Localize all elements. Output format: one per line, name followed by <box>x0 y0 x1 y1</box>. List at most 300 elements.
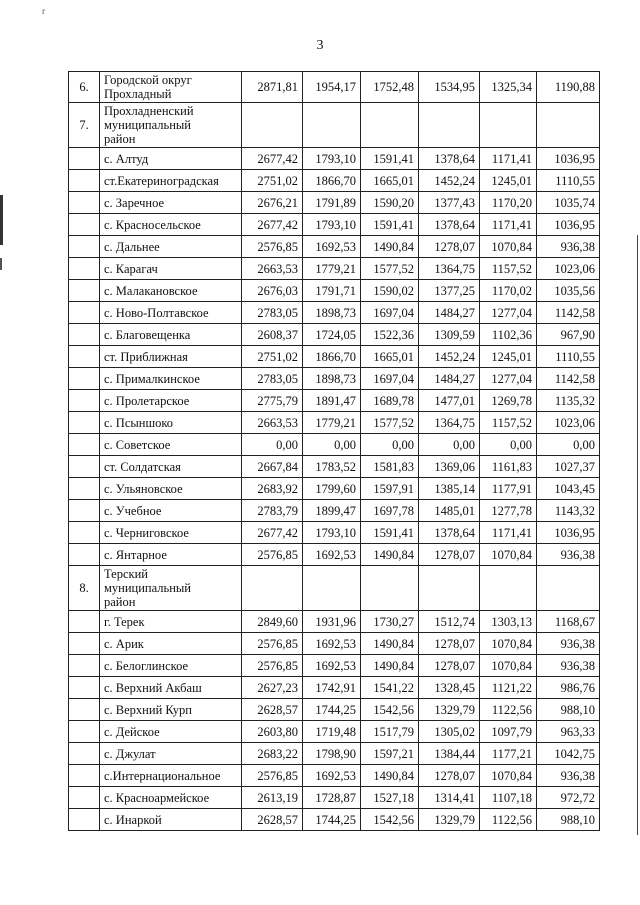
district-name-line: район <box>104 132 136 146</box>
tariff-value: 1793,10 <box>303 522 361 544</box>
tariff-value: 2676,21 <box>242 192 303 214</box>
row-number <box>69 765 100 787</box>
tariff-value: 1779,21 <box>303 258 361 280</box>
tariff-value: 1278,07 <box>419 544 480 566</box>
settlement-row <box>69 743 600 765</box>
tariff-value: 1177,91 <box>480 478 537 500</box>
tariff-value: 963,33 <box>537 721 600 743</box>
tariff-value: 2576,85 <box>242 765 303 787</box>
tariff-value: 1490,84 <box>361 655 419 677</box>
district-header-row <box>69 103 600 148</box>
tariff-value: 1791,89 <box>303 192 361 214</box>
tariff-value: 1143,32 <box>537 500 600 522</box>
tariff-value <box>419 566 480 611</box>
row-number <box>69 390 100 412</box>
tariff-value: 1452,24 <box>419 170 480 192</box>
tariff-value: 1121,22 <box>480 677 537 699</box>
district-header-row <box>69 72 600 103</box>
tariff-value: 2677,42 <box>242 214 303 236</box>
tariff-value: 2751,02 <box>242 346 303 368</box>
tariff-value: 1898,73 <box>303 368 361 390</box>
settlement-name: с. Верхний Курп <box>100 699 242 721</box>
tariff-table <box>68 71 600 831</box>
tariff-value: 1742,91 <box>303 677 361 699</box>
settlement-name: г. Терек <box>100 611 242 633</box>
tariff-value: 1278,07 <box>419 633 480 655</box>
tariff-value: 936,38 <box>537 633 600 655</box>
tariff-value: 1070,84 <box>480 236 537 258</box>
settlement-row <box>69 148 600 170</box>
tariff-value: 1023,06 <box>537 412 600 434</box>
tariff-value: 936,38 <box>537 655 600 677</box>
district-name-line: муниципальный <box>104 581 191 595</box>
settlement-row <box>69 721 600 743</box>
tariff-value: 1035,74 <box>537 192 600 214</box>
tariff-value: 1110,55 <box>537 346 600 368</box>
tariff-value: 1385,14 <box>419 478 480 500</box>
tariff-value: 1042,75 <box>537 743 600 765</box>
tariff-value: 1581,83 <box>361 456 419 478</box>
tariff-value: 1170,02 <box>480 280 537 302</box>
tariff-value: 1954,17 <box>303 72 361 103</box>
tariff-value: 2849,60 <box>242 611 303 633</box>
row-number <box>69 324 100 346</box>
tariff-value: 1591,41 <box>361 148 419 170</box>
settlement-name: с. Ульяновское <box>100 478 242 500</box>
tariff-value: 1036,95 <box>537 522 600 544</box>
row-number <box>69 456 100 478</box>
row-number: 7. <box>69 103 100 148</box>
settlement-name: с. Благовещенка <box>100 324 242 346</box>
tariff-value: 1542,56 <box>361 699 419 721</box>
tariff-value: 1378,64 <box>419 522 480 544</box>
tariff-value: 1168,67 <box>537 611 600 633</box>
tariff-value: 1035,56 <box>537 280 600 302</box>
row-number <box>69 544 100 566</box>
tariff-value: 1527,18 <box>361 787 419 809</box>
tariff-value: 0,00 <box>537 434 600 456</box>
tariff-value: 988,10 <box>537 809 600 831</box>
tariff-value: 1522,36 <box>361 324 419 346</box>
scan-edge-mark <box>0 195 3 245</box>
settlement-name: с. Алтуд <box>100 148 242 170</box>
settlement-name: с. Красносельское <box>100 214 242 236</box>
district-name <box>100 72 242 103</box>
tariff-value: 1692,53 <box>303 544 361 566</box>
settlement-row <box>69 170 600 192</box>
tariff-value: 1170,20 <box>480 192 537 214</box>
tariff-value: 988,10 <box>537 699 600 721</box>
tariff-value: 1590,20 <box>361 192 419 214</box>
tariff-value: 936,38 <box>537 544 600 566</box>
tariff-value: 1070,84 <box>480 765 537 787</box>
row-number: 6. <box>69 72 100 103</box>
row-number <box>69 236 100 258</box>
tariff-value: 1177,21 <box>480 743 537 765</box>
tariff-value <box>242 566 303 611</box>
tariff-value <box>537 566 600 611</box>
tariff-value: 2871,81 <box>242 72 303 103</box>
tariff-value: 1692,53 <box>303 633 361 655</box>
tariff-value: 1070,84 <box>480 633 537 655</box>
district-name-line: Прохладный <box>104 87 172 101</box>
page-number: 3 <box>316 38 324 53</box>
district-name-line: муниципальный <box>104 118 191 132</box>
settlement-name: с. Янтарное <box>100 544 242 566</box>
tariff-value: 1378,64 <box>419 148 480 170</box>
settlement-row <box>69 765 600 787</box>
tariff-value <box>480 566 537 611</box>
tariff-value: 2613,19 <box>242 787 303 809</box>
tariff-value: 1891,47 <box>303 390 361 412</box>
settlement-name: с. Советское <box>100 434 242 456</box>
row-number <box>69 699 100 721</box>
tariff-value: 1070,84 <box>480 544 537 566</box>
tariff-value: 1866,70 <box>303 346 361 368</box>
tariff-value <box>480 103 537 148</box>
tariff-value: 1135,32 <box>537 390 600 412</box>
tariff-value: 2683,22 <box>242 743 303 765</box>
row-number <box>69 258 100 280</box>
tariff-value: 1107,18 <box>480 787 537 809</box>
tariff-value: 1697,04 <box>361 302 419 324</box>
tariff-value: 2783,05 <box>242 302 303 324</box>
row-number <box>69 148 100 170</box>
tariff-value: 1171,41 <box>480 522 537 544</box>
tariff-value: 1142,58 <box>537 302 600 324</box>
row-number <box>69 478 100 500</box>
settlement-name: с. Черниговское <box>100 522 242 544</box>
tariff-value: 1590,02 <box>361 280 419 302</box>
tariff-value: 1305,02 <box>419 721 480 743</box>
tariff-value: 1036,95 <box>537 148 600 170</box>
tariff-value: 1665,01 <box>361 170 419 192</box>
tariff-value: 2775,79 <box>242 390 303 412</box>
row-number <box>69 170 100 192</box>
tariff-value: 2576,85 <box>242 236 303 258</box>
tariff-value: 1793,10 <box>303 148 361 170</box>
tariff-value: 1517,79 <box>361 721 419 743</box>
tariff-value: 1452,24 <box>419 346 480 368</box>
row-number <box>69 412 100 434</box>
tariff-value: 1329,79 <box>419 699 480 721</box>
tariff-value: 1027,37 <box>537 456 600 478</box>
tariff-value: 1577,52 <box>361 258 419 280</box>
tariff-value: 1490,84 <box>361 544 419 566</box>
district-name <box>100 566 242 611</box>
tariff-value: 2576,85 <box>242 655 303 677</box>
tariff-value: 1377,43 <box>419 192 480 214</box>
tariff-value: 1364,75 <box>419 412 480 434</box>
tariff-value: 2783,79 <box>242 500 303 522</box>
row-number <box>69 302 100 324</box>
tariff-value: 1793,10 <box>303 214 361 236</box>
tariff-value: 1023,06 <box>537 258 600 280</box>
scan-edge-mark <box>0 258 2 270</box>
tariff-value: 1692,53 <box>303 655 361 677</box>
tariff-value: 1190,88 <box>537 72 600 103</box>
settlement-row <box>69 500 600 522</box>
tariff-value: 1377,25 <box>419 280 480 302</box>
tariff-value: 1314,41 <box>419 787 480 809</box>
tariff-value: 1779,21 <box>303 412 361 434</box>
tariff-value: 1577,52 <box>361 412 419 434</box>
tariff-value: 1122,56 <box>480 699 537 721</box>
tariff-value: 2576,85 <box>242 544 303 566</box>
settlement-row <box>69 390 600 412</box>
settlement-name: с. Учебное <box>100 500 242 522</box>
row-number: 8. <box>69 566 100 611</box>
tariff-value: 1534,95 <box>419 72 480 103</box>
tariff-value: 1697,78 <box>361 500 419 522</box>
tariff-value: 1490,84 <box>361 765 419 787</box>
tariff-value: 2667,84 <box>242 456 303 478</box>
tariff-value: 0,00 <box>303 434 361 456</box>
tariff-value <box>242 103 303 148</box>
tariff-value: 1484,27 <box>419 368 480 390</box>
settlement-row <box>69 302 600 324</box>
tariff-value: 1744,25 <box>303 809 361 831</box>
tariff-value: 2677,42 <box>242 148 303 170</box>
tariff-value: 1541,22 <box>361 677 419 699</box>
tariff-value: 1728,87 <box>303 787 361 809</box>
row-number <box>69 500 100 522</box>
settlement-row <box>69 787 600 809</box>
tariff-value: 1378,64 <box>419 214 480 236</box>
settlement-row <box>69 544 600 566</box>
tariff-value: 1783,52 <box>303 456 361 478</box>
tariff-value: 1036,95 <box>537 214 600 236</box>
tariff-value: 936,38 <box>537 765 600 787</box>
tariff-value: 1171,41 <box>480 148 537 170</box>
tariff-value: 1303,13 <box>480 611 537 633</box>
tariff-value: 1931,96 <box>303 611 361 633</box>
row-number <box>69 787 100 809</box>
tariff-value: 1799,60 <box>303 478 361 500</box>
settlement-name: с. Заречное <box>100 192 242 214</box>
district-name-line: Городской округ <box>104 73 192 87</box>
tariff-value: 1142,58 <box>537 368 600 390</box>
tariff-value: 1325,34 <box>480 72 537 103</box>
settlement-row <box>69 611 600 633</box>
settlement-row <box>69 809 600 831</box>
settlement-row <box>69 655 600 677</box>
row-number <box>69 721 100 743</box>
tariff-value: 1157,52 <box>480 258 537 280</box>
settlement-name: с. Арик <box>100 633 242 655</box>
settlement-row <box>69 699 600 721</box>
tariff-value: 1102,36 <box>480 324 537 346</box>
settlement-name: с. Дейское <box>100 721 242 743</box>
tariff-value: 1485,01 <box>419 500 480 522</box>
tariff-value: 1899,47 <box>303 500 361 522</box>
row-number <box>69 655 100 677</box>
tariff-value: 1898,73 <box>303 302 361 324</box>
tariff-value: 1477,01 <box>419 390 480 412</box>
tariff-value: 1665,01 <box>361 346 419 368</box>
tariff-value: 936,38 <box>537 236 600 258</box>
tariff-value: 1744,25 <box>303 699 361 721</box>
tariff-value: 0,00 <box>419 434 480 456</box>
tariff-value: 1689,78 <box>361 390 419 412</box>
settlement-row <box>69 368 600 390</box>
tariff-value: 1157,52 <box>480 412 537 434</box>
tariff-value: 1122,56 <box>480 809 537 831</box>
tariff-value: 1309,59 <box>419 324 480 346</box>
tariff-value <box>303 103 361 148</box>
tariff-value <box>361 566 419 611</box>
tariff-value: 1277,78 <box>480 500 537 522</box>
settlement-name: с. Верхний Акбаш <box>100 677 242 699</box>
settlement-name: с. Красноармейское <box>100 787 242 809</box>
settlement-name: с. Джулат <box>100 743 242 765</box>
scan-edge-line <box>637 235 638 835</box>
tariff-value: 0,00 <box>242 434 303 456</box>
settlement-name: с. Малакановское <box>100 280 242 302</box>
tariff-value: 972,72 <box>537 787 600 809</box>
tariff-value: 1161,83 <box>480 456 537 478</box>
settlement-row <box>69 677 600 699</box>
settlement-row <box>69 192 600 214</box>
district-name <box>100 103 242 148</box>
tariff-value: 2576,85 <box>242 633 303 655</box>
settlement-row <box>69 456 600 478</box>
tariff-value: 0,00 <box>480 434 537 456</box>
tariff-value: 1171,41 <box>480 214 537 236</box>
tariff-value: 1269,78 <box>480 390 537 412</box>
tariff-value: 2677,42 <box>242 522 303 544</box>
settlement-row <box>69 522 600 544</box>
settlement-name: с. Пролетарское <box>100 390 242 412</box>
settlement-name: с. Ново-Полтавское <box>100 302 242 324</box>
row-number <box>69 280 100 302</box>
corner-mark: r <box>42 6 45 16</box>
tariff-value: 1730,27 <box>361 611 419 633</box>
settlement-name: с. Дальнее <box>100 236 242 258</box>
row-number <box>69 192 100 214</box>
settlement-name: ст. Солдатская <box>100 456 242 478</box>
settlement-name: с. Белоглинское <box>100 655 242 677</box>
row-number <box>69 633 100 655</box>
tariff-value: 2683,92 <box>242 478 303 500</box>
tariff-value: 1791,71 <box>303 280 361 302</box>
tariff-value: 2628,57 <box>242 809 303 831</box>
row-number <box>69 743 100 765</box>
row-number <box>69 522 100 544</box>
row-number <box>69 368 100 390</box>
tariff-value: 1591,41 <box>361 522 419 544</box>
row-number <box>69 434 100 456</box>
tariff-value <box>361 103 419 148</box>
tariff-value: 0,00 <box>361 434 419 456</box>
tariff-value: 1043,45 <box>537 478 600 500</box>
settlement-row <box>69 478 600 500</box>
tariff-value: 1245,01 <box>480 346 537 368</box>
tariff-value: 1798,90 <box>303 743 361 765</box>
settlement-row <box>69 633 600 655</box>
row-number <box>69 214 100 236</box>
settlement-row <box>69 412 600 434</box>
tariff-value: 1384,44 <box>419 743 480 765</box>
settlement-name: ст. Приближная <box>100 346 242 368</box>
settlement-name: ст.Екатериноградская <box>100 170 242 192</box>
row-number <box>69 611 100 633</box>
tariff-value: 1097,79 <box>480 721 537 743</box>
settlement-name: с. Псыншоко <box>100 412 242 434</box>
tariff-value: 1329,79 <box>419 809 480 831</box>
tariff-value: 2663,53 <box>242 258 303 280</box>
district-name-line: Прохладненский <box>104 104 194 118</box>
tariff-value: 1866,70 <box>303 170 361 192</box>
row-number <box>69 677 100 699</box>
tariff-value: 1597,21 <box>361 743 419 765</box>
tariff-value: 1277,04 <box>480 302 537 324</box>
tariff-value <box>537 103 600 148</box>
tariff-value: 1724,05 <box>303 324 361 346</box>
row-number <box>69 809 100 831</box>
tariff-value: 2751,02 <box>242 170 303 192</box>
settlement-name: с.Интернациональное <box>100 765 242 787</box>
tariff-value: 1278,07 <box>419 655 480 677</box>
district-name-line: район <box>104 595 136 609</box>
settlement-row <box>69 280 600 302</box>
tariff-value: 1277,04 <box>480 368 537 390</box>
settlement-name: с. Прималкинское <box>100 368 242 390</box>
tariff-value: 967,90 <box>537 324 600 346</box>
settlement-row <box>69 214 600 236</box>
tariff-value: 1719,48 <box>303 721 361 743</box>
settlement-name: с. Инаркой <box>100 809 242 831</box>
tariff-value: 1692,53 <box>303 236 361 258</box>
district-header-row <box>69 566 600 611</box>
tariff-value: 1484,27 <box>419 302 480 324</box>
tariff-value <box>303 566 361 611</box>
settlement-row <box>69 324 600 346</box>
tariff-value: 1512,74 <box>419 611 480 633</box>
tariff-value: 1110,55 <box>537 170 600 192</box>
tariff-value: 1697,04 <box>361 368 419 390</box>
tariff-value: 2783,05 <box>242 368 303 390</box>
settlement-row <box>69 434 600 456</box>
district-name-line: Терский <box>104 567 148 581</box>
tariff-value: 1369,06 <box>419 456 480 478</box>
settlement-row <box>69 236 600 258</box>
settlement-row <box>69 258 600 280</box>
tariff-value: 2663,53 <box>242 412 303 434</box>
tariff-value: 2608,37 <box>242 324 303 346</box>
settlement-name: с. Карагач <box>100 258 242 280</box>
tariff-value: 986,76 <box>537 677 600 699</box>
tariff-value: 1490,84 <box>361 633 419 655</box>
tariff-value: 2627,23 <box>242 677 303 699</box>
tariff-value: 1364,75 <box>419 258 480 280</box>
tariff-value: 1597,91 <box>361 478 419 500</box>
tariff-value: 2628,57 <box>242 699 303 721</box>
tariff-value: 1490,84 <box>361 236 419 258</box>
settlement-row <box>69 346 600 368</box>
tariff-value: 1752,48 <box>361 72 419 103</box>
tariff-value: 1278,07 <box>419 236 480 258</box>
row-number <box>69 346 100 368</box>
tariff-value: 1328,45 <box>419 677 480 699</box>
tariff-value <box>419 103 480 148</box>
tariff-value: 1692,53 <box>303 765 361 787</box>
tariff-value: 2676,03 <box>242 280 303 302</box>
tariff-value: 1278,07 <box>419 765 480 787</box>
tariff-value: 1245,01 <box>480 170 537 192</box>
tariff-value: 2603,80 <box>242 721 303 743</box>
tariff-value: 1542,56 <box>361 809 419 831</box>
